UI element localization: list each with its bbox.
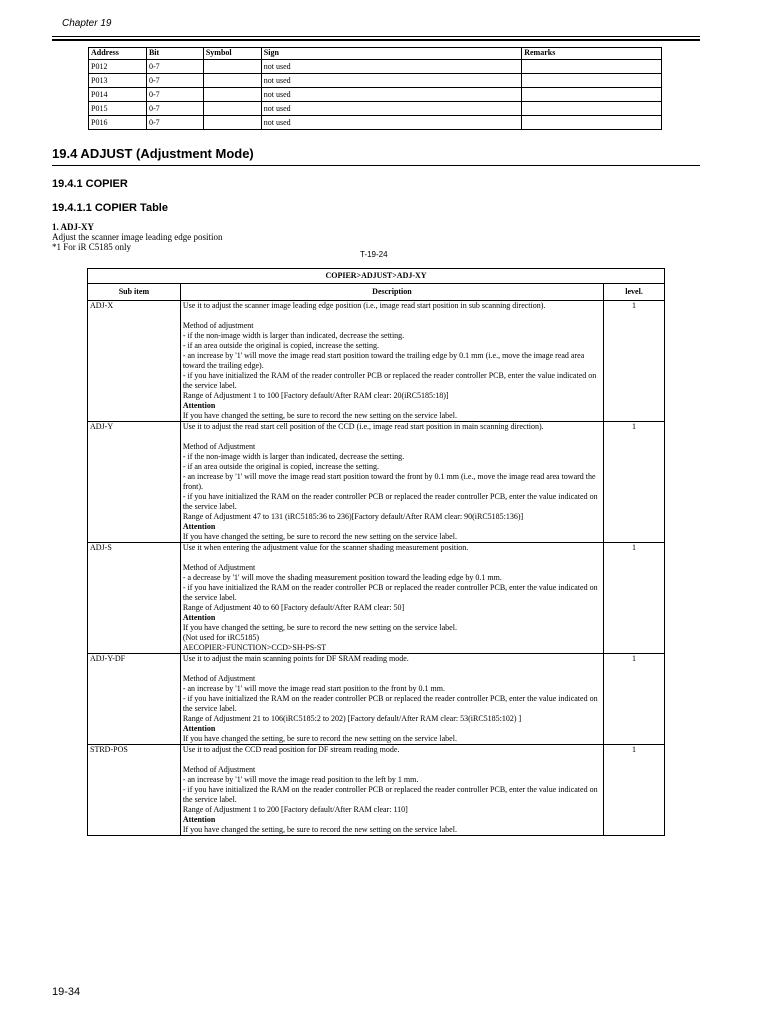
description-cell [180, 301, 603, 422]
description-line: Attention [182, 724, 216, 733]
bits-table [88, 47, 662, 130]
description-line [183, 755, 601, 765]
description-cell [180, 543, 603, 654]
table-cell [522, 88, 662, 102]
col-symbol: Symbol [203, 48, 261, 60]
description-line: If you have changed the setting, be sure to record the new setting on the service label. [182, 734, 457, 743]
sub-item-cell: ADJ-Y [88, 422, 181, 543]
table-cell [203, 74, 261, 88]
description-line: Range of Adjustment 1 to 200 [Factory default/After RAM clear: 110] [182, 805, 408, 814]
adjust-table [87, 268, 665, 836]
item-note: *1 For iR C5185 only [52, 242, 132, 252]
level-cell: 1 [604, 654, 665, 745]
description-line: - if you have initialized the RAM of the reader controller PCB or replaced the reader controller PCB, enter the value indicated on the service label. [182, 371, 597, 390]
description-line: - if the non-image width is larger than indicated, decrease the setting. [182, 452, 405, 461]
table-cell: 0-7 [146, 88, 203, 102]
description-line: Range of Adjustment 40 to 60 [Factory default/After RAM clear: 50] [182, 603, 405, 612]
description-line: Attention [182, 401, 216, 410]
description-line: Use it to adjust the scanner image leading edge position (i.e., image read start position in sub scanning direction). [182, 301, 546, 310]
description-line [183, 664, 601, 674]
description-line: Method of adjustment [182, 321, 254, 330]
sub-item-cell: ADJ-Y-DF [88, 654, 181, 745]
subsection-heading: 19.4.1 COPIER [52, 178, 128, 190]
description-line: AECOPIER>FUNCTION>CCD>SH-PS-ST [182, 643, 327, 652]
description-line: If you have changed the setting, be sure to record the new setting on the service label. [182, 532, 457, 541]
table-cell [522, 74, 662, 88]
description-line [183, 432, 601, 442]
description-line: Attention [182, 815, 216, 824]
table-cell: 0-7 [146, 60, 203, 74]
table-cell [203, 116, 261, 130]
table-cell: not used [261, 74, 521, 88]
table-cell: not used [261, 88, 521, 102]
description-line: - a decrease by '1' will move the shading measurement position toward the leading edge by 0.1 mm. [182, 573, 502, 582]
description-line: - if an area outside the original is copied, increase the setting. [182, 341, 379, 350]
description-line: If you have changed the setting, be sure to record the new setting on the service label. [182, 623, 457, 632]
table-row [88, 422, 665, 543]
table-cell [203, 88, 261, 102]
description-line: Range of Adjustment 21 to 106(iRC5185:2 to 202) [Factory default/After RAM clear: 53(iRC5185:102) ] [182, 714, 522, 723]
table-cell: 0-7 [146, 74, 203, 88]
description-cell [180, 422, 603, 543]
description-line [183, 311, 601, 321]
section-rule [52, 165, 700, 166]
adjust-table-title: COPIER>ADJUST>ADJ-XY [88, 269, 665, 284]
table-cell: P014 [89, 88, 147, 102]
table-row [89, 102, 662, 116]
description-line: - if you have initialized the RAM on the reader controller PCB or replaced the reader controller PCB, enter the value indicated on the service label. [182, 694, 598, 713]
description-line: Method of Adjustment [182, 563, 256, 572]
table-cell [522, 102, 662, 116]
table-cell: P013 [89, 74, 147, 88]
description-line: Range of Adjustment 1 to 100 [Factory default/After RAM clear: 20(iRC5185:18)] [182, 391, 449, 400]
description-line: Attention [182, 613, 216, 622]
col-bit: Bit [146, 48, 203, 60]
description-line: Method of Adjustment [182, 674, 256, 683]
level-cell: 1 [604, 301, 665, 422]
description-line: Use it to adjust the CCD read position for DF stream reading mode. [182, 745, 400, 754]
table-row [89, 88, 662, 102]
table-cell: not used [261, 102, 521, 116]
table-row [89, 60, 662, 74]
level-cell: 1 [604, 543, 665, 654]
sub-item-cell: ADJ-X [88, 301, 181, 422]
table-caption: T-19-24 [360, 250, 388, 259]
description-line: - an increase by '1' will move the image read start position toward the trailing edge by 0.1 mm (i.e., move the image read area toward the trailing edge). [182, 351, 585, 370]
table-cell [522, 116, 662, 130]
description-line: Use it to adjust the main scanning points for DF SRAM reading mode. [182, 654, 409, 663]
col-sub-item: Sub item [88, 284, 181, 301]
description-line: - an increase by '1' will move the image read start position to the front by 0.1 mm. [182, 684, 445, 693]
col-address: Address [89, 48, 147, 60]
table-row [89, 116, 662, 130]
level-cell: 1 [604, 745, 665, 836]
table-cell: not used [261, 116, 521, 130]
description-cell [180, 654, 603, 745]
table-cell [203, 60, 261, 74]
item-title: 1. ADJ-XY [52, 222, 94, 232]
table-row [88, 543, 665, 654]
description-cell [180, 745, 603, 836]
description-line: - if you have initialized the RAM on the reader controller PCB or replaced the reader controller PCB, enter the value indicated on the service label. [182, 583, 598, 602]
sub-item-cell: ADJ-S [88, 543, 181, 654]
table-cell: 0-7 [146, 102, 203, 116]
table-cell: P012 [89, 60, 147, 74]
bits-table-header [89, 48, 662, 60]
description-line: - if the non-image width is larger than indicated, decrease the setting. [182, 331, 405, 340]
description-line: Attention [182, 522, 216, 531]
table-row [88, 654, 665, 745]
header-rule [52, 36, 700, 37]
description-line: If you have changed the setting, be sure to record the new setting on the service label. [182, 411, 457, 420]
sub-item-cell: STRD-POS [88, 745, 181, 836]
header-rule-thick [52, 39, 700, 41]
col-level: level. [604, 284, 665, 301]
description-line: If you have changed the setting, be sure to record the new setting on the service label. [182, 825, 457, 834]
description-line: - if you have initialized the RAM on the reader controller PCB or replaced the reader controller PCB, enter the value indicated on the service label. [182, 492, 598, 511]
description-line: - if you have initialized the RAM on the reader controller PCB or replaced the reader controller PCB, enter the value indicated on the service label. [182, 785, 598, 804]
description-line [183, 553, 601, 563]
table-cell [203, 102, 261, 116]
description-line: Use it to adjust the read start cell position of the CCD (i.e., image read start position in main scanning direction). [182, 422, 544, 431]
description-line: Method of Adjustment [182, 442, 256, 451]
section-heading: 19.4 ADJUST (Adjustment Mode) [52, 146, 254, 161]
description-line: - if an area outside the original is copied, increase the setting. [182, 462, 379, 471]
table-cell: P015 [89, 102, 147, 116]
table-row [89, 74, 662, 88]
description-line: - an increase by '1' will move the image read start position toward the front by 0.1 mm (i.e., move the image read area toward the front). [182, 472, 596, 491]
table-row [88, 745, 665, 836]
description-line: Range of Adjustment 47 to 131 (iRC5185:36 to 236)[Factory default/After RAM clear: 90(iRC5185:136)] [182, 512, 524, 521]
page-number: 19-34 [52, 986, 81, 998]
adjust-table-header [88, 284, 665, 301]
description-line: Method of Adjustment [182, 765, 256, 774]
description-line: - an increase by '1' will move the image read position to the left by 1 mm. [182, 775, 419, 784]
subsubsection-heading: 19.4.1.1 COPIER Table [52, 202, 168, 214]
col-remarks: Remarks [522, 48, 662, 60]
table-cell: P016 [89, 116, 147, 130]
table-row [88, 301, 665, 422]
item-intro [52, 222, 222, 252]
col-description: Description [180, 284, 603, 301]
table-cell [522, 60, 662, 74]
chapter-header: Chapter 19 [62, 18, 112, 29]
description-line: Use it when entering the adjustment value for the scanner shading measurement position. [182, 543, 469, 552]
description-line: (Not used for iRC5185) [182, 633, 260, 642]
level-cell: 1 [604, 422, 665, 543]
table-cell: not used [261, 60, 521, 74]
item-description: Adjust the scanner image leading edge position [52, 232, 223, 242]
table-cell: 0-7 [146, 116, 203, 130]
col-sign: Sign [261, 48, 521, 60]
